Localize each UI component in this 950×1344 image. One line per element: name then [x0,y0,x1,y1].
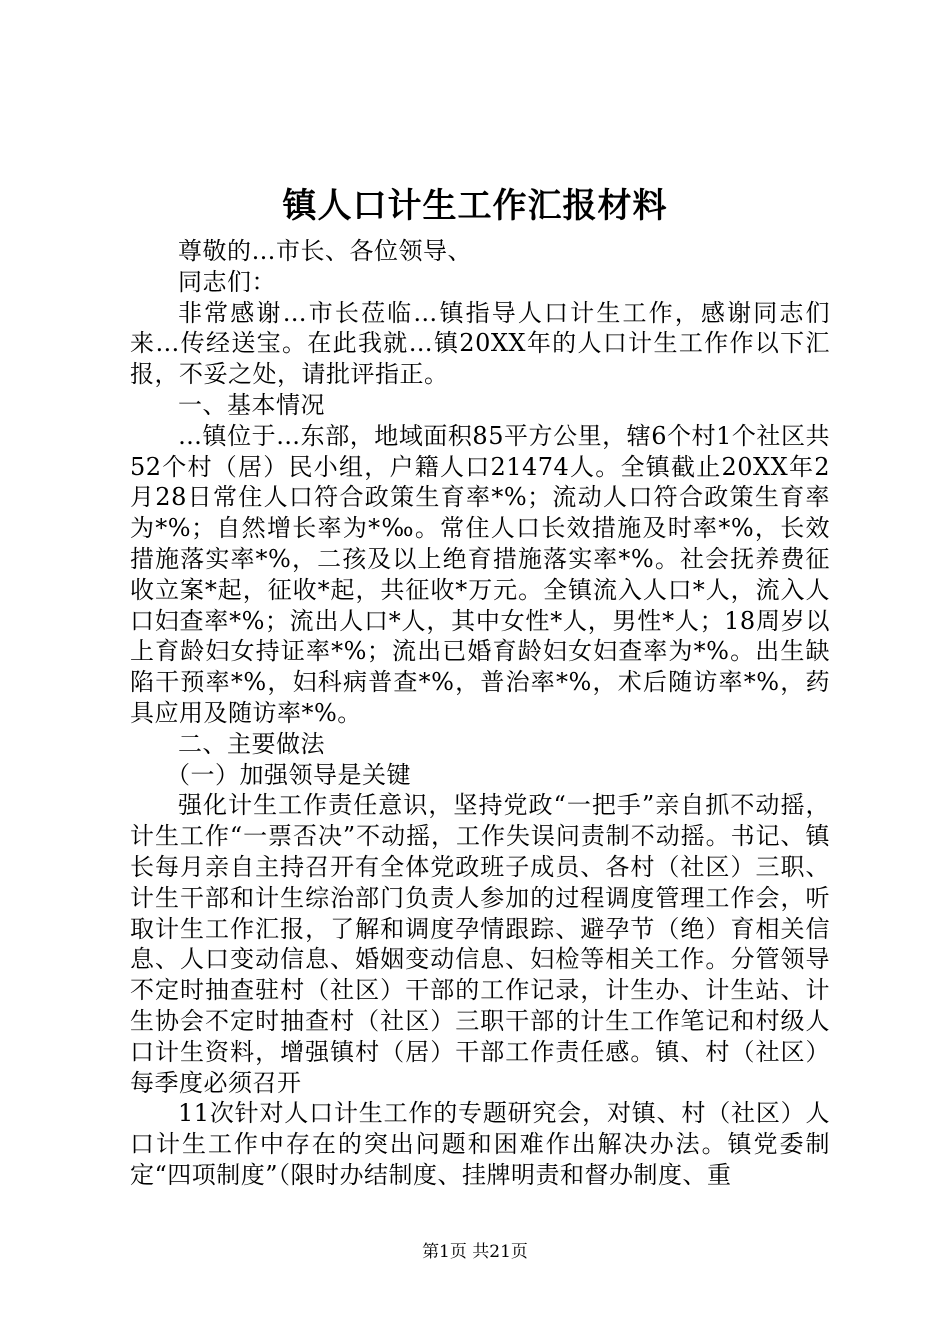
document-body [130,236,830,1191]
meeting-paragraph: 11次针对人口计生工作的专题研究会，对镇、村（社区）人口计生工作中存在的突出问题和困难作出解决办法。镇党委制定“四项制度”（限时办结制度、挂牌明责和督办制度、重 [130,1099,830,1189]
salutation-line-1: 尊敬的…市长、各位领导、 [178,237,472,265]
basic-info-paragraph: …镇位于…东部，地域面积85平方公里，辖6个村1个社区共52个村（居）民小组，户籍人口21474人。全镇截止20XX年2月28日常住人口符合政策生育率*%；流动人口符合政策生育率为*%；自然增长率为*‰。常住人口长效措施及时率*%，长效措施落实率*%，二孩及以上绝育措施落实率*%。社会抚养费征收立案*起，征收*起，共征收*万元。全镇流入人口*人，流入人口妇查率*%；流出人口*人，其中女性*人，男性*人；18周岁以上育龄妇女持证率*%；流出已婚育龄妇女妇查率为*%。出生缺陷干预率*%，妇科病普查*%，普治率*%，术后随访率*%，药具应用及随访率*%。 [130,421,830,727]
intro-paragraph: 非常感谢…市长莅临…镇指导人口计生工作，感谢同志们来…传经送宝。在此我就…镇20XX年的人口计生工作作以下汇报，不妥之处，请批评指正。 [130,298,830,389]
leadership-paragraph: 强化计生工作责任意识，坚持党政“一把手”亲自抓不动摇，计生工作“一票否决”不动摇，工作失误问责制不动摇。书记、镇长每月亲自主持召开有全体党政班子成员、各村（社区）三职、计生干部和计生综治部门负责人参加的过程调度管理工作会，听取计生工作汇报，了解和调度孕情跟踪、避孕节（绝）育相关信息、人口变动信息、婚姻变动信息、妇检等相关工作。分管领导不定时抽查驻村（社区）干部的工作记录，计生办、计生站、计生协会不定时抽查村（社区）三职干部的计生工作笔记和村级人口计生资料，增强镇村（居）干部工作责任感。镇、村（社区）每季度必须召开 [130,791,830,1097]
document-title: 镇人口计生工作汇报材料 [282,186,668,226]
page-number-footer: 第1页 共21页 [422,1242,528,1262]
salutation-line-2: 同志们： [178,267,276,296]
subsection-heading-leadership: （一）加强领导是关键 [166,760,411,789]
section-heading-basic: 一、基本情况 [178,390,325,419]
section-heading-methods: 二、主要做法 [178,729,325,758]
